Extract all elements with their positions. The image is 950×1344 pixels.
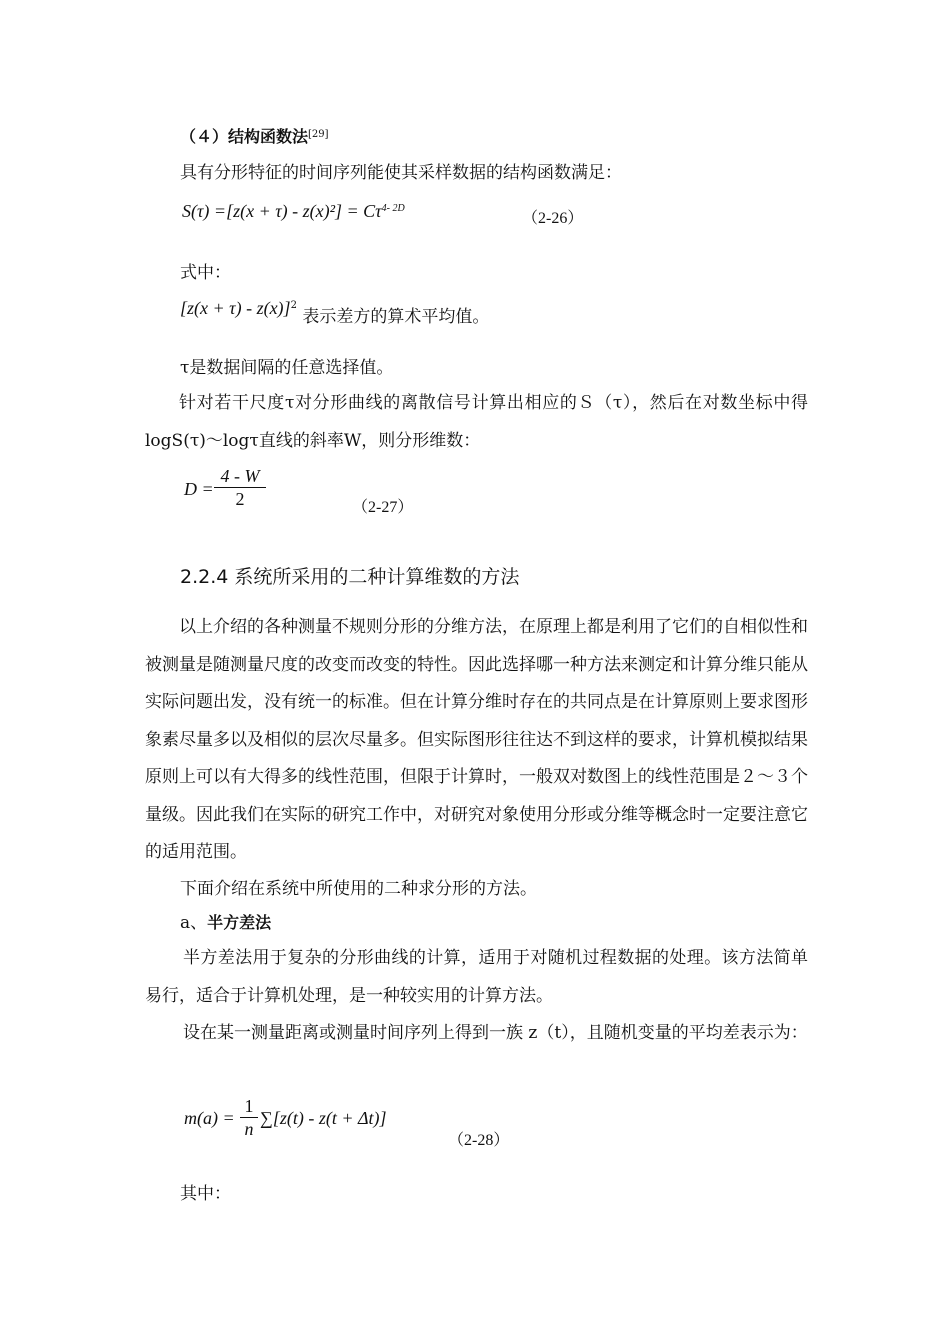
semivariance-paragraph: 半方差法用于复杂的分形曲线的计算，适用于对随机过程数据的处理。该方法简单易行，适合于计算机处理，是一种较实用的计算方法。: [145, 948, 808, 1006]
equation-2-26-exponent: 4- 2D: [381, 203, 405, 214]
equation-2-27-denominator: 2: [235, 489, 245, 509]
bracket-expression-line: [180, 297, 490, 327]
equation-2-26-number: （2-26）: [522, 210, 584, 227]
shizhong-label: 式中：: [180, 263, 231, 283]
subsection-a-title: [180, 912, 271, 934]
equation-2-28-denominator: n: [244, 1119, 254, 1139]
section-title-text: （４）结构函数法: [180, 127, 309, 146]
subsection-a-prefix: a、: [180, 913, 208, 933]
section-title-structure-function: [180, 126, 329, 148]
equation-2-28-number: （2-28）: [448, 1132, 510, 1149]
section-heading-2-2-4: 2.2.4 系统所采用的二种计算维数的方法: [180, 566, 520, 588]
equation-2-28-fraction: [240, 1095, 258, 1140]
equation-2-28-rhs: ∑[z(t) - z(t + Δt)]: [260, 1108, 387, 1128]
qizhong-label: 其中：: [180, 1184, 231, 1204]
bracket-description: 表示差方的算术平均值。: [302, 307, 490, 327]
main-paragraph: 以上介绍的各种测量不规则分形的分维方法，在原理上都是利用了它们的自相似性和被测量是随测量尺度的改变而改变的特性。因此选择哪一种方法来测定和计算分维只能从实际问题出发，没有统一的标准。但在计算分维时存在的共同点是在计算原则上要求图形象素尽量多以及相似的层次尽量多。但实际图形往往达不到这样的要求，计算机模拟结果原则上可以有大得多的线性范围，但限于计算时，一般双对数图上的线性范围是２～３个量级。因此我们在实际的研究工作中，对研究对象使用分形或分维等概念时一定要注意它的适用范围。: [145, 617, 808, 862]
equation-2-27-lhs: D =: [184, 479, 214, 499]
equation-2-27-numerator: 4 - W: [214, 465, 266, 488]
equation-2-27-fraction: [214, 465, 266, 510]
slope-paragraph: 针对若干尺度τ对分形曲线的离散信号计算出相应的Ｓ（τ），然后在对数坐标中得 logS(τ)～logτ直线的斜率W，则分形维数：: [145, 393, 808, 451]
intro-line: 具有分形特征的时间序列能使其采样数据的结构函数满足：: [180, 163, 622, 183]
bracket-exponent: 2: [290, 300, 297, 311]
tau-description: τ是数据间隔的任意选择值。: [180, 358, 394, 378]
intro-two-methods: 下面介绍在系统中所使用的二种求分形的方法。: [180, 879, 537, 899]
bracket-expression: [z(x + τ) - z(x)]: [180, 298, 291, 318]
equation-2-27-number: （2-27）: [352, 499, 414, 516]
setup-paragraph: 设在某一测量距离或测量时间序列上得到一族 z（t），且随机变量的平均差表示为：: [183, 1023, 808, 1043]
equation-2-26: [182, 200, 405, 222]
citation-ref: [29]: [308, 129, 329, 140]
equation-2-28-lhs: m(a) =: [184, 1108, 235, 1128]
equation-2-26-body: S(τ) =[z(x + τ) - z(x)²] = Cτ: [182, 201, 382, 221]
subsection-a-label: 半方差法: [207, 913, 272, 932]
equation-2-28-numerator: 1: [240, 1095, 258, 1118]
